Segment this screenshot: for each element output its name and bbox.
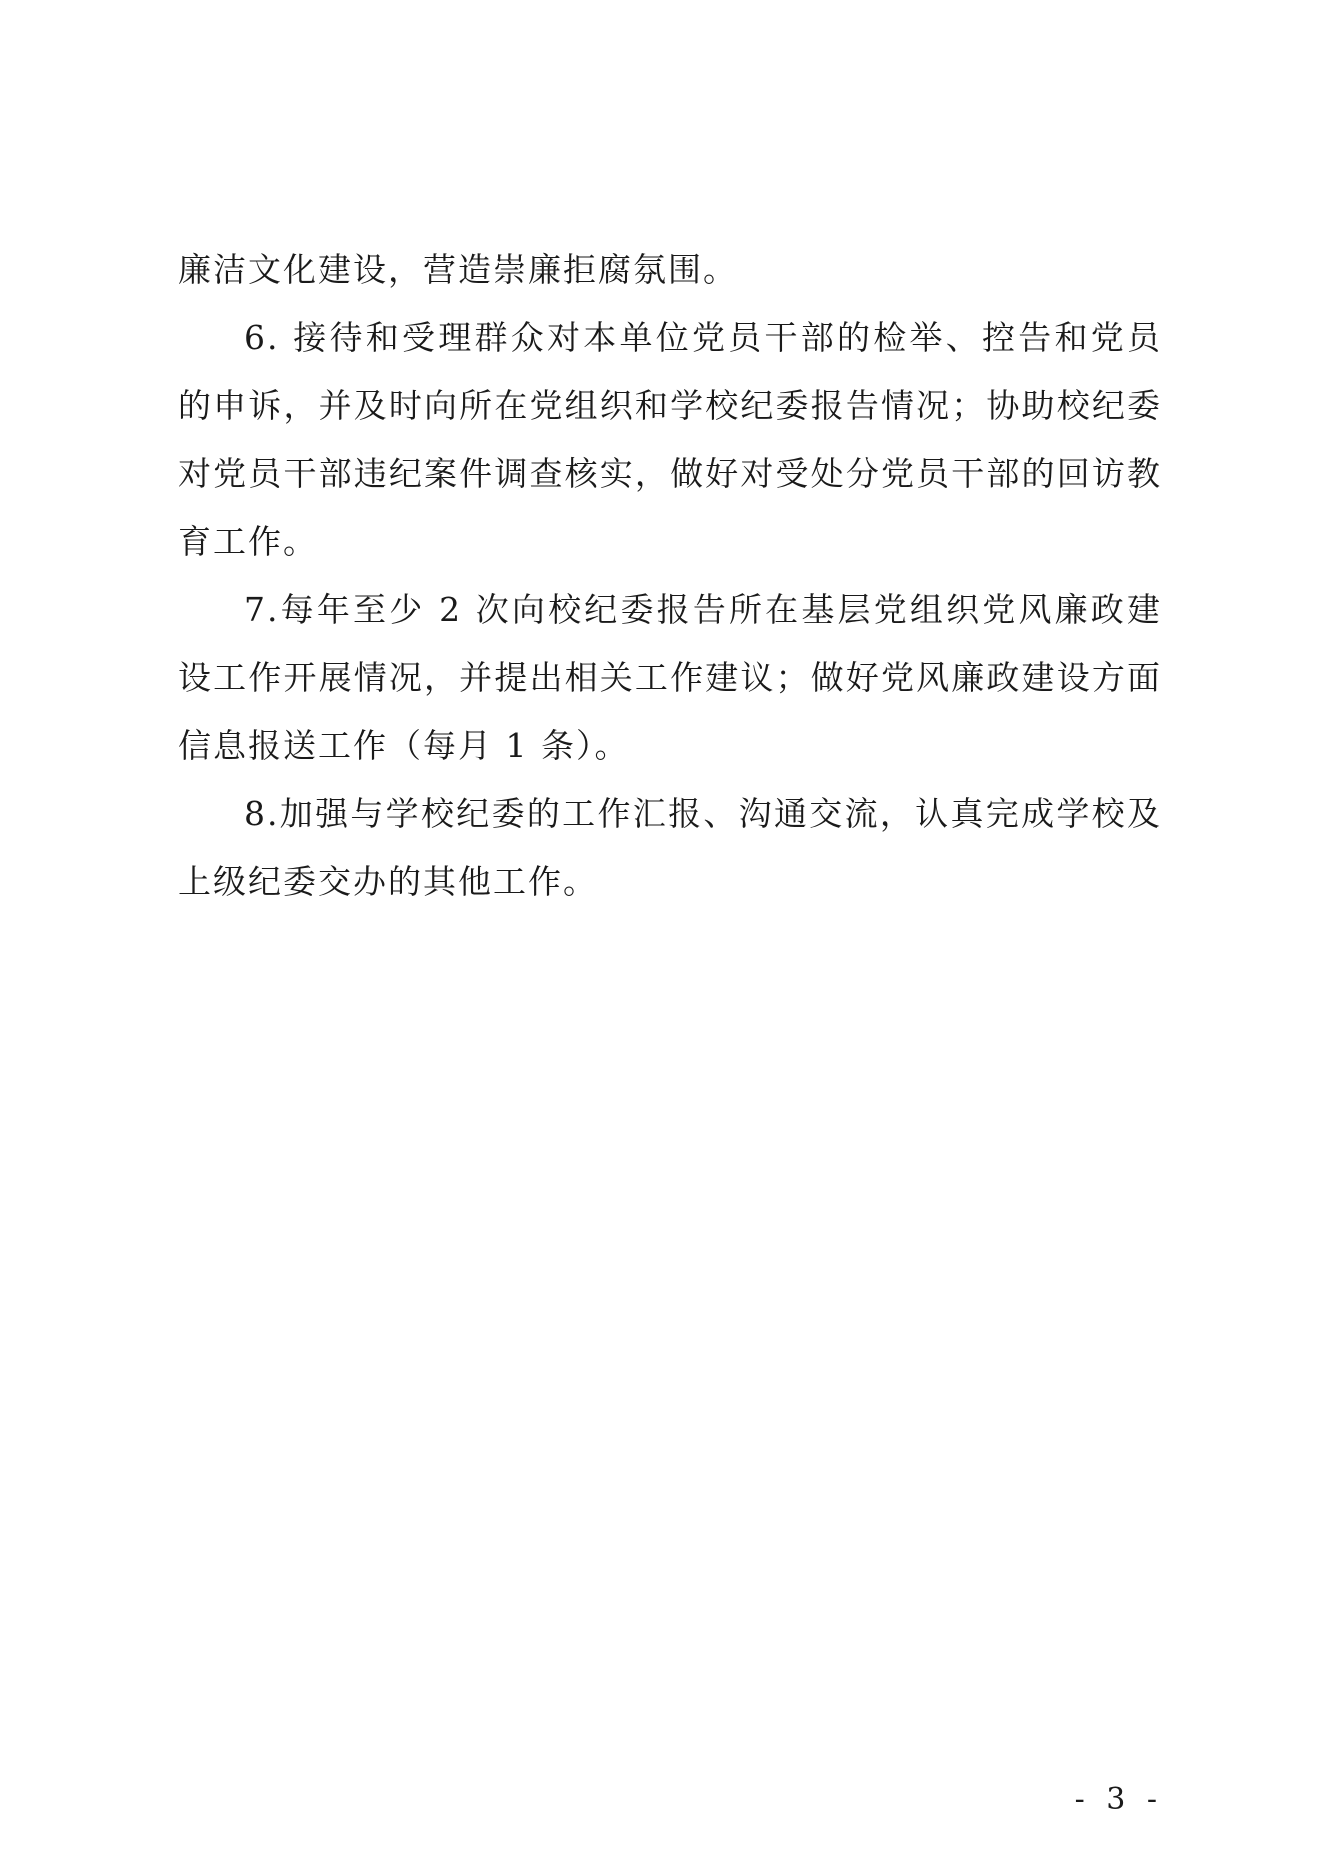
paragraph-item-6: 6. 接待和受理群众对本单位党员干部的检举、控告和党员的申诉，并及时向所在党组织和学校纪委报告情况；协助校纪委对党员干部违纪案件调查核实，做好对受处分党员干部的回访教育工作。 xyxy=(178,318,1162,561)
document-body xyxy=(178,236,1162,916)
paragraph-continuation: 廉洁文化建设，营造崇廉拒腐氛围。 xyxy=(178,250,738,289)
page-number: - 3 - xyxy=(1074,1782,1163,1817)
paragraph-item-8: 8.加强与学校纪委的工作汇报、沟通交流，认真完成学校及上级纪委交办的其他工作。 xyxy=(178,794,1162,901)
paragraph-item-7: 7.每年至少 2 次向校纪委报告所在基层党组织党风廉政建设工作开展情况，并提出相关工作建议；做好党风廉政建设方面信息报送工作（每月 1 条）。 xyxy=(178,590,1162,765)
